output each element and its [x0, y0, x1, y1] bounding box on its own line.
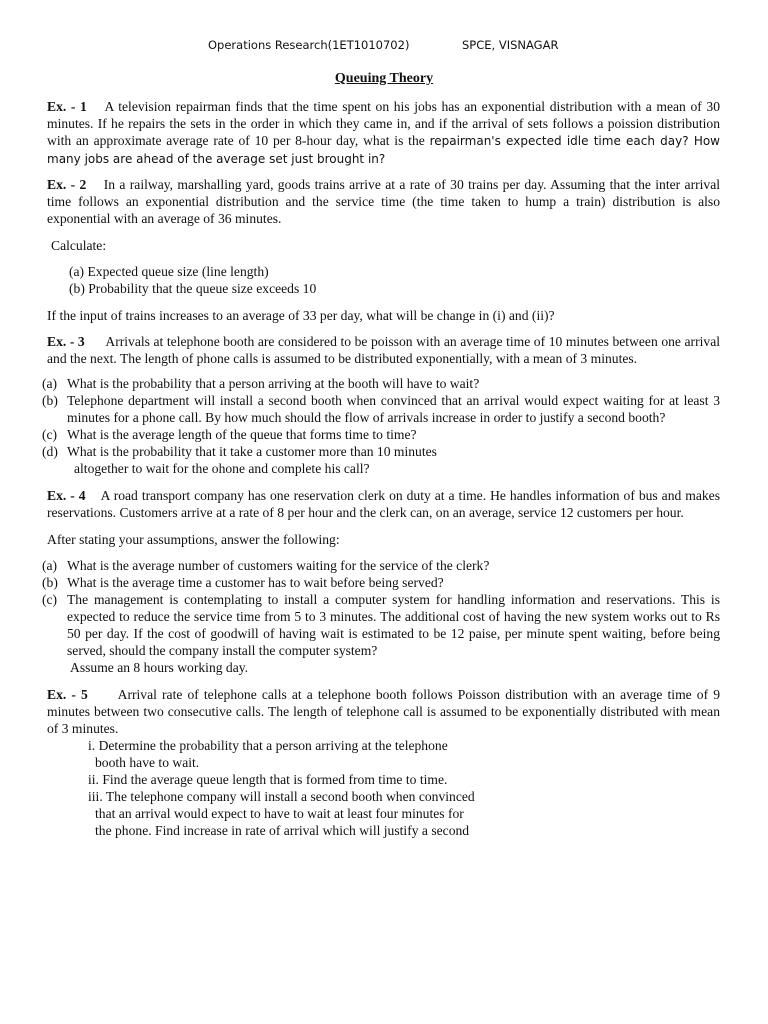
exercise-label: Ex. - 4 [47, 488, 86, 503]
list-marker: (b) [42, 575, 58, 590]
list-item [42, 574, 720, 591]
list-text: What is the average time a customer has to wait before being served? [67, 575, 444, 590]
college-name: SPCE, VISNAGAR [462, 38, 559, 52]
assumptions-intro: After stating your assumptions, answer the following: [47, 532, 340, 547]
exercise-label: Ex. - 5 [47, 687, 88, 702]
list-marker: (a) [42, 376, 58, 391]
course-code: Operations Research(1ET1010702) [208, 38, 410, 52]
exercise-3 [47, 333, 720, 367]
list-item: (b) Probability that the queue size exceeds 10 [69, 281, 317, 296]
sub-question-line: booth have to wait. [95, 755, 200, 770]
exercise-text: A television repairman finds that the time spent on his jobs has an exponential distribution with a mean of 30 minutes. If he repairs the sets in the order in which they came in, and if the arrival of sets follows a poission distribution with an approximate average rate of 10 per 8-hour day, what is the [47, 99, 721, 148]
list-item [42, 591, 720, 659]
question-list [42, 557, 720, 676]
sub-question-line: the phone. Find increase in rate of arrival which will justify a second [95, 823, 470, 838]
document-body [42, 98, 721, 839]
list-item [42, 557, 720, 574]
list-item: (a) Expected queue size (line length) [69, 264, 269, 279]
sub-question-line: iii. The telephone company will install a second booth when convinced [88, 789, 475, 804]
list-item [42, 375, 720, 392]
exercise-text-cont: repairman's expected idle time each day? How many jobs are ahead of the average set just brought in? [47, 134, 720, 166]
exercise-text: In a railway, marshalling yard, goods trains arrive at a rate of 30 trains per day. Assuming that the inter arrival time follows an exponential distribution and the service time (the time taken to hump a train) distribution is also exponential with an average of 36 minutes. [47, 177, 721, 226]
list-text: Telephone department will install a second booth when convinced that an arrival would expect waiting for at least 3 minutes for a phone call. By how much should the flow of arrivals increase in order to justify a second booth? [67, 393, 720, 425]
page-title: Queuing Theory [334, 71, 434, 86]
exercise-text: Arrival rate of telephone calls at a telephone booth follows Poisson distribution with an average time of 9 minutes between two consecutive calls. The length of telephone call is assumed to be exponentially distributed with mean of 3 minutes. [47, 687, 721, 736]
exercise-2 [47, 176, 720, 227]
list-text-cont: altogether to wait for the ohone and complete his call? [74, 461, 370, 476]
list-text: The management is contemplating to install a computer system for handling information and reservations. This is expected to reduce the service time from 5 to 3 minutes. The additional cost of having the new system works out to Rs 50 per day. If the cost of goodwill of having wait is estimated to be 12 paise, per minute spent waiting, before being served, should the company install the computer system? [67, 592, 720, 658]
exercise-4 [47, 487, 720, 521]
exercise-followup: If the input of trains increases to an average of 33 per day, what will be change in (i) and (ii)? [47, 308, 555, 323]
list-item [42, 392, 720, 426]
sub-question-line: that an arrival would expect to have to wait at least four minutes for [95, 806, 464, 821]
list-item [42, 426, 720, 443]
list-text: What is the probability that a person arriving at the booth will have to wait? [67, 376, 480, 391]
assumption-note: Assume an 8 hours working day. [70, 660, 249, 675]
list-text: What is the average length of the queue that forms time to time? [67, 427, 417, 442]
list-marker: (d) [42, 444, 58, 459]
exercise-text: A road transport company has one reservation clerk on duty at a time. He handles information of bus and makes reservations. Customers arrive at a rate of 8 per hour and the clerk can, on an average, service 12 customers per hour. [47, 488, 721, 520]
exercise-text: Arrivals at telephone booth are considered to be poisson with an average time of 10 minutes between one arrival and the next. The length of phone calls is assumed to be distributed exponentially, with a mean of 3 minutes. [47, 334, 720, 366]
list-text: What is the average number of customers waiting for the service of the clerk? [67, 558, 490, 573]
exercise-5 [47, 686, 720, 737]
exercise-1 [47, 98, 720, 168]
exercise-label: Ex. - 3 [47, 334, 85, 349]
list-marker: (c) [42, 592, 58, 607]
list-marker: (c) [42, 427, 58, 442]
exercise-label: Ex. - 1 [47, 99, 87, 114]
list-marker: (b) [42, 393, 58, 408]
list-text: What is the probability that it take a customer more than 10 minutes [67, 444, 437, 459]
list-item [42, 443, 720, 460]
sub-question-line: i. Determine the probability that a person arriving at the telephone [88, 738, 448, 753]
calculate-label: Calculate: [51, 238, 107, 253]
question-list [42, 375, 720, 477]
exercise-label: Ex. - 2 [47, 177, 87, 192]
list-marker: (a) [42, 558, 58, 573]
sub-question-line: ii. Find the average queue length that is formed from time to time. [88, 772, 448, 787]
